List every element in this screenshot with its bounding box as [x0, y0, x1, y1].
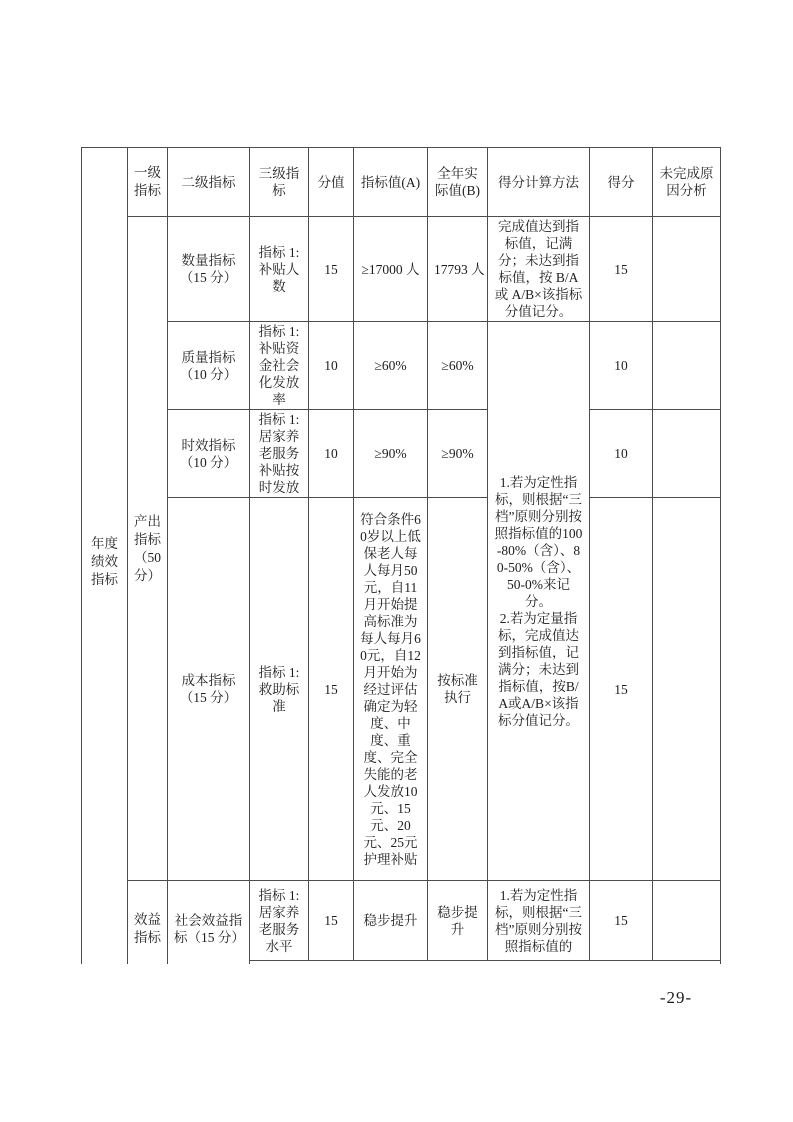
cell-score-value: 10 — [309, 322, 354, 410]
page-number: -29- — [659, 988, 693, 1007]
outer-row-label: 年度绩效指标 — [82, 148, 128, 965]
header-calc-method: 得分计算方法 — [488, 148, 590, 217]
table-row-social-benefit — [82, 881, 721, 961]
cell-score: 15 — [590, 498, 653, 881]
cell-indicator-value: ≥17000 人 — [354, 217, 428, 322]
cell-level3: 指标 1:救助标准 — [250, 498, 309, 881]
header-level1: 一级指标 — [128, 148, 168, 217]
cell-level2: 质量指标（10 分） — [168, 322, 250, 410]
header-level3: 三级指标 — [250, 148, 309, 217]
calc-method-clause-2: 2.若为定量指标，完成值达到指标值，记满分；未达到指标值，按B/A或A/B×该指标分值记分。 — [498, 610, 579, 728]
cell-calc-method-merged — [488, 322, 590, 881]
cell-level2: 时效指标（10 分） — [168, 410, 250, 498]
cell-score: 10 — [590, 322, 653, 410]
cell-score-value: 15 — [309, 217, 354, 322]
cell-actual-value: 稳步提升 — [428, 881, 488, 961]
cell-actual-value: 按标准执行 — [428, 498, 488, 881]
cell-incomplete-reason — [653, 217, 721, 322]
cell-level3: 指标 1:居家养老服务水平 — [250, 881, 309, 961]
group-benefit-label: 效益指标 — [128, 881, 168, 965]
cell-score-value: 15 — [309, 498, 354, 881]
cell-incomplete-reason — [653, 498, 721, 881]
table-row-quality — [82, 322, 721, 410]
page-break-stub — [250, 961, 721, 965]
performance-table — [81, 147, 721, 964]
calc-method-clause-1: 1.若为定性指标，则根据“三档”原则分别按照指标值的100-80%（含）、80-50%（含）、50-0%来记分。 — [494, 474, 583, 609]
cell-score: 15 — [590, 217, 653, 322]
cell-level2: 成本指标（15 分） — [168, 498, 250, 881]
cell-score-value: 10 — [309, 410, 354, 498]
table-row-timeliness — [82, 410, 721, 498]
cell-level3: 指标 1:居家养老服务补贴按时发放 — [250, 410, 309, 498]
cell-actual-value: ≥60% — [428, 322, 488, 410]
cell-incomplete-reason — [653, 322, 721, 410]
cell-indicator-value: ≥90% — [354, 410, 428, 498]
cell-level3: 指标 1:补贴人数 — [250, 217, 309, 322]
performance-table-container — [81, 147, 726, 964]
header-score-value: 分值 — [309, 148, 354, 217]
cell-calc-method: 完成值达到指标值，记满分；未达到指标值，按 B/A 或 A/B×该指标分值记分。 — [488, 217, 590, 322]
cell-calc-method: 1.若为定性指标，则根据“三档”原则分别按照指标值的 — [488, 881, 590, 961]
header-row — [82, 148, 721, 217]
cell-score-value: 15 — [309, 881, 354, 961]
group-output-label: 产出指标（50分） — [128, 217, 168, 881]
header-level2: 二级指标 — [168, 148, 250, 217]
cell-level2: 社会效益指标（15 分） — [168, 881, 250, 965]
header-actual-value: 全年实际值(B) — [428, 148, 488, 217]
cell-indicator-value: ≥60% — [354, 322, 428, 410]
cell-indicator-value: 符合条件60岁以上低保老人每人每月50元，自11月开始提高标准为每人每月60元，自12月开始为经过评估确定为轻度、中度、重度、完全失能的老人发放10元、15元、20元、25元护理补贴 — [354, 498, 428, 881]
cell-level3: 指标 1:补贴资金社会化发放率 — [250, 322, 309, 410]
cell-actual-value: 17793 人 — [428, 217, 488, 322]
cell-score: 10 — [590, 410, 653, 498]
header-incomplete-reason: 未完成原因分析 — [653, 148, 721, 217]
cell-incomplete-reason — [653, 881, 721, 961]
header-indicator-value: 指标值(A) — [354, 148, 428, 217]
cell-score: 15 — [590, 881, 653, 961]
table-row-quantity — [82, 217, 721, 322]
cell-level2: 数量指标（15 分） — [168, 217, 250, 322]
header-score: 得分 — [590, 148, 653, 217]
cell-incomplete-reason — [653, 410, 721, 498]
cell-indicator-value: 稳步提升 — [354, 881, 428, 961]
cell-actual-value: ≥90% — [428, 410, 488, 498]
table-row-cost — [82, 498, 721, 881]
